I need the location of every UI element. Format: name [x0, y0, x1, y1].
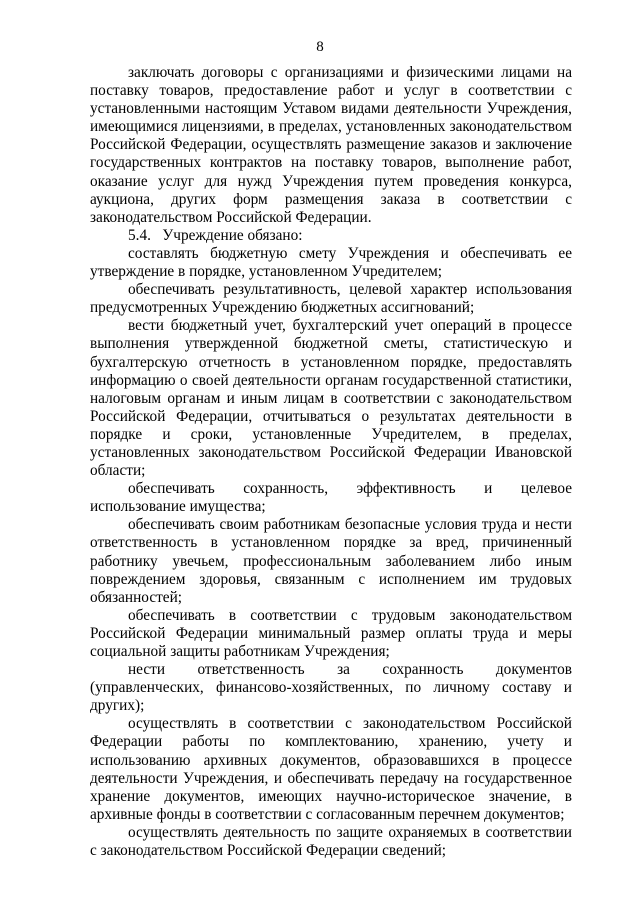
paragraph-documents-responsibility: нести ответственность за сохранность документов (управленческих, финансово-хозяйственных, по личному составу и других);	[90, 661, 572, 715]
section-heading-5-4: 5.4. Учреждение обязано:	[128, 226, 303, 244]
paragraph-budget-estimate: составлять бюджетную смету Учреждения и обеспечивать ее утверждение в порядке, установленном Учредителем;	[90, 244, 572, 281]
paragraph-minimum-wage: обеспечивать в соответствии с трудовым законодательством Российской Федерации минимальный размер оплаты труда и меры социальной защиты работникам Учреждения;	[90, 606, 572, 660]
document-body	[90, 64, 572, 860]
paragraph-effectiveness: обеспечивать результативность, целевой характер использования предусмотренных Учреждению бюджетных ассигнований;	[90, 281, 572, 317]
page-number: 8	[316, 39, 324, 55]
paragraph-archives: осуществлять в соответствии с законодательством Российской Федерации работы по комплектованию, хранению, учету и использованию архивных документов, образовавшихся в процессе деятельности Учреждения, и обеспечивать передачу на государственное хранение документов, имеющих научно-историческое значение, в архивные фонды в соответствии с согласованным перечнем документов;	[90, 715, 572, 823]
paragraph-protected-info: осуществлять деятельность по защите охраняемых в соответствии с законодательством Российской Федерации сведений;	[90, 823, 572, 860]
paragraph-property-safety: обеспечивать сохранность, эффективность и целевое использование имущества;	[90, 480, 572, 516]
paragraph-accounting: вести бюджетный учет, бухгалтерский учет операций в процессе выполнения утвержденной бюджетной сметы, статистическую и бухгалтерскую отчетность в установленном порядке, предоставлять информацию о своей деятельности органам государственной статистики, налоговым органам и иным лицам в соответствии с законодательством Российской Федерации, отчитываться о результатах деятельности в порядке и сроки, установленные Учредителем, в пределах, установленных законодательством Российской Федерации Ивановской области;	[90, 317, 572, 480]
paragraph-contracts: заключать договоры с организациями и физическими лицами на поставку товаров, предоставление работ и услуг в соответствии с установленными настоящим Уставом видами деятельности Учреждения, имеющимися лицензиями, в пределах, установленных законодательством Российской Федерации, осуществлять размещение заказов и заключение государственных контрактов на поставку товаров, выполнение работ, оказание услуг для нужд Учреждения путем проведения конкурса, аукциона, других форм размещения заказа в соответствии с законодательством Российской Федерации.	[90, 64, 572, 226]
paragraph-work-safety: обеспечивать своим работникам безопасные условия труда и нести ответственность в установленном порядке за вред, причиненный работнику увечьем, профессиональным заболеванием либо иным повреждением здоровья, связанным с исполнением им трудовых обязанностей;	[90, 516, 572, 606]
